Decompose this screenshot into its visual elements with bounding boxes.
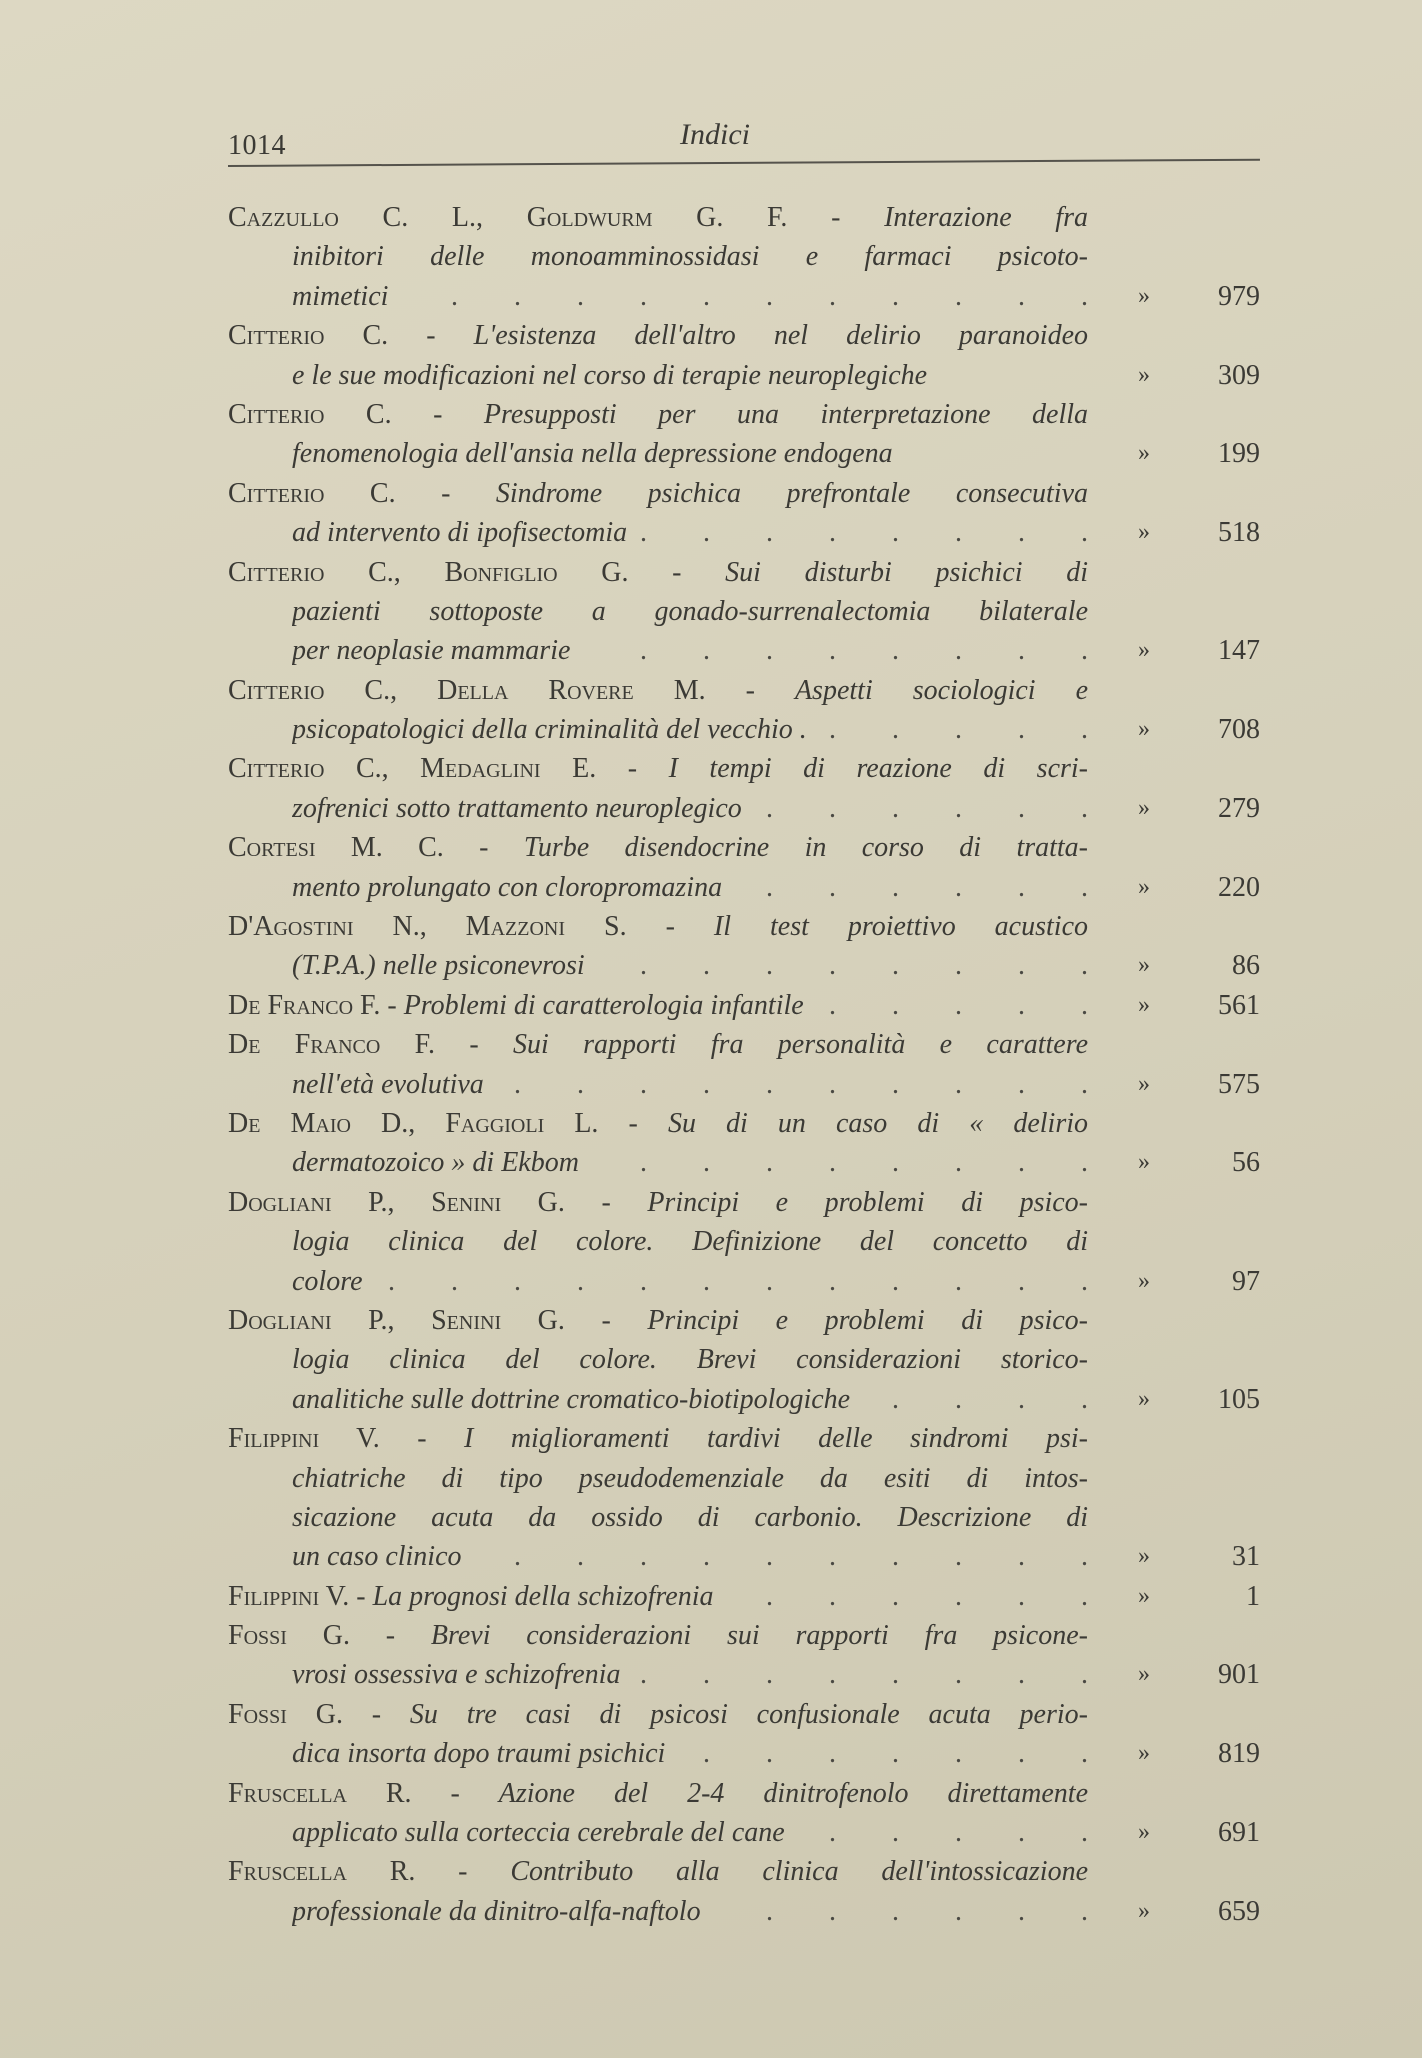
entry-line: [228, 1419, 1260, 1458]
entry-title: logia clinica del colore. Definizione del concetto di: [292, 1226, 1088, 1258]
running-head: Indici: [680, 118, 750, 151]
dot-leader: [715, 1892, 1088, 1931]
dot-leader: [599, 946, 1088, 985]
entry-title: Su di un caso di « delirio: [667, 1107, 1088, 1139]
ditto-mark: »: [1138, 794, 1150, 821]
entry-title: Sui rapporti fra personalità e carattere: [512, 1029, 1088, 1061]
entry-title: un caso clinico: [292, 1541, 462, 1573]
entry-author: Fruscella R.: [228, 1777, 412, 1809]
entry-title: Principi e problemi di psico-: [647, 1186, 1088, 1218]
entry-line: [228, 1222, 1260, 1261]
index-entry: [228, 1301, 1260, 1419]
entry-author: Fruscella R.: [228, 1856, 416, 1888]
entry-title: I miglioramenti tardivi delle sindromi psi-: [464, 1423, 1088, 1455]
entry-title: Interazione fra: [884, 202, 1088, 233]
page-reference: 575: [1218, 1068, 1260, 1100]
separator: -: [564, 1304, 648, 1336]
ditto-mark: »: [1138, 873, 1150, 900]
entry-title: Sui disturbi psichici di: [725, 556, 1088, 588]
entry-author: Filippini V.: [228, 1580, 350, 1612]
index-entry: [228, 474, 1260, 553]
entry-line: [228, 356, 1260, 395]
separator: -: [626, 911, 714, 943]
page-reference: 279: [1218, 792, 1260, 824]
entry-author: Dogliani P., Senini G.: [228, 1304, 565, 1336]
entry-title: zofrenici sotto trattamento neuroplegico: [292, 792, 742, 824]
entry-author: Fossi G.: [228, 1698, 343, 1730]
separator: -: [391, 398, 484, 430]
entry-line: [228, 1262, 1260, 1301]
dot-leader: [593, 1143, 1088, 1182]
entry-author: Cazzullo C. L., Goldwurm G. F.: [228, 202, 788, 233]
index-entry: [228, 1419, 1260, 1577]
ditto-mark: »: [1138, 1385, 1150, 1412]
entry-title: colore: [292, 1265, 363, 1297]
dot-leader: [799, 1813, 1088, 1852]
entry-line: [228, 395, 1260, 434]
dot-leader: [679, 1734, 1088, 1773]
entry-line: [228, 1183, 1260, 1222]
page-reference: 561: [1218, 989, 1260, 1021]
index-entry: [228, 198, 1260, 316]
index-entry: [228, 1695, 1260, 1774]
entry-line: [228, 1774, 1260, 1813]
separator: -: [342, 1698, 410, 1730]
entry-line: [228, 237, 1260, 276]
entry-line: [228, 946, 1260, 985]
index-entry: [228, 316, 1260, 395]
entry-line: [228, 828, 1260, 867]
entry-title: fenomenologia dell'ansia nella depressione endogena: [292, 438, 893, 470]
separator: -: [705, 674, 795, 706]
ditto-mark: »: [1138, 1070, 1150, 1097]
entry-title: Il test proiettivo acustico: [713, 911, 1088, 943]
index-entry: [228, 1774, 1260, 1853]
ditto-mark: »: [1138, 1543, 1150, 1570]
entry-title: La prognosi della schizofrenia: [372, 1580, 714, 1612]
index-entry: [228, 1104, 1260, 1183]
entry-title: mimetici: [292, 280, 389, 312]
entry-title: dica insorta dopo traumi psichici: [292, 1738, 666, 1770]
entry-line: [228, 277, 1260, 316]
page-reference: 819: [1218, 1738, 1260, 1770]
entry-title: chiatriche di tipo pseudodemenziale da esiti di intos-: [292, 1462, 1088, 1494]
entry-author: Citterio C., Bonfiglio G.: [228, 556, 629, 588]
page-reference: 147: [1218, 635, 1260, 667]
entry-line: [228, 1380, 1260, 1419]
entry-title: nell'età evolutiva: [292, 1068, 484, 1100]
index-entry: [228, 828, 1260, 907]
entry-author: De Maio D., Faggioli L.: [228, 1107, 599, 1139]
entry-line: [228, 592, 1260, 631]
ditto-mark: »: [1138, 361, 1150, 388]
entry-author: Filippini V.: [228, 1423, 380, 1455]
page-reference: 97: [1232, 1265, 1260, 1297]
dot-leader: [476, 1537, 1088, 1576]
index-entry: [228, 553, 1260, 671]
ditto-mark: »: [1138, 1267, 1150, 1294]
ditto-mark: »: [1138, 991, 1150, 1018]
entry-line: [228, 1695, 1260, 1734]
dot-leader: [402, 277, 1088, 316]
dot-leader: [821, 710, 1088, 749]
ditto-mark: »: [1138, 637, 1150, 664]
entry-line: [228, 631, 1260, 670]
ditto-mark: »: [1138, 1897, 1150, 1924]
entry-author: De Franco F.: [228, 989, 381, 1021]
index-entry: [228, 671, 1260, 750]
entry-title: per neoplasie mammarie: [292, 635, 571, 667]
entry-line: [228, 749, 1260, 788]
page-reference: 105: [1218, 1383, 1260, 1415]
index-entries: [228, 198, 1260, 1931]
page-reference: 901: [1218, 1659, 1260, 1691]
entry-title: Su tre casi di psicosi confusionale acuta perio-: [409, 1698, 1088, 1730]
index-entry: [228, 1852, 1260, 1931]
dot-leader: [641, 513, 1088, 552]
separator: -: [379, 1423, 465, 1455]
entry-title: pazienti sottoposte a gonado-surrenalectomia bilaterale: [292, 595, 1088, 627]
entry-title: vrosi ossessiva e schizofrenia: [292, 1659, 621, 1691]
ditto-mark: »: [1138, 952, 1150, 979]
page-reference: 659: [1218, 1895, 1260, 1927]
page-reference: 31: [1232, 1541, 1260, 1573]
index-entry: [228, 1616, 1260, 1695]
entry-line: [228, 1498, 1260, 1537]
separator: -: [380, 989, 404, 1021]
separator: -: [415, 1856, 511, 1888]
entry-title: psicopatologici della criminalità del vecchio .: [292, 714, 807, 746]
entry-line: [228, 1104, 1260, 1143]
ditto-mark: »: [1138, 1740, 1150, 1767]
entry-title: e le sue modificazioni nel corso di terapie neuroplegiche: [292, 359, 928, 391]
entry-title: mento prolungato con cloropromazina: [292, 871, 723, 903]
entry-title: logia clinica del colore. Brevi considerazioni storico-: [292, 1344, 1088, 1376]
entry-author: Citterio C., Medaglini E.: [228, 753, 597, 785]
separator: -: [411, 1777, 499, 1809]
page-reference: 199: [1218, 438, 1260, 470]
entry-title: sicazione acuta da ossido di carbonio. Descrizione di: [292, 1501, 1088, 1533]
page-reference: 979: [1218, 280, 1260, 312]
separator: -: [598, 1107, 668, 1139]
ditto-mark: »: [1138, 1149, 1150, 1176]
header-rule: [228, 159, 1260, 167]
entry-title: Brevi considerazioni sui rapporti fra psicone-: [430, 1620, 1088, 1652]
page-reference: 220: [1218, 871, 1260, 903]
entry-line: [228, 553, 1260, 592]
separator: -: [395, 477, 496, 509]
page-number: 1014: [228, 130, 286, 161]
entry-line: [228, 710, 1260, 749]
entry-title: inibitori delle monoamminossidasi e farmaci psicoto-: [292, 241, 1088, 273]
entry-line: [228, 1143, 1260, 1182]
entry-line: [228, 1892, 1260, 1931]
entry-title: analitiche sulle dottrine cromatico-biotipologiche: [292, 1383, 851, 1415]
entry-line: [228, 789, 1260, 828]
index-entry: [228, 1025, 1260, 1104]
entry-title: Contributo alla clinica dell'intossicazione: [510, 1856, 1088, 1888]
entry-line: [228, 316, 1260, 355]
entry-title: ad intervento di ipofisectomia: [292, 517, 628, 549]
dot-leader: [864, 1380, 1088, 1419]
entry-title: Turbe disendocrine in corso di tratta-: [523, 832, 1088, 864]
entry-line: [228, 198, 1260, 237]
separator: -: [596, 753, 669, 785]
dot-leader: [584, 631, 1088, 670]
entry-title: professionale da dinitro-alfa-naftolo: [292, 1895, 701, 1927]
index-entry: [228, 1577, 1260, 1616]
separator: -: [349, 1580, 373, 1612]
dot-leader: [736, 868, 1088, 907]
entry-title: (T.P.A.) nelle psiconevrosi: [292, 950, 585, 982]
page-reference: 309: [1218, 359, 1260, 391]
entry-title: Azione del 2-4 dinitrofenolo direttamente: [498, 1777, 1088, 1809]
entry-author: Citterio C.: [228, 320, 389, 352]
page-reference: 1: [1246, 1580, 1260, 1612]
dot-leader: [498, 1065, 1088, 1104]
ditto-mark: »: [1138, 1582, 1150, 1609]
entry-title: Principi e problemi di psico-: [647, 1304, 1088, 1336]
separator: -: [628, 556, 726, 588]
entry-author: Citterio C.: [228, 398, 392, 430]
entry-line: [228, 986, 1260, 1025]
entry-line: [228, 1459, 1260, 1498]
entry-line: [228, 1616, 1260, 1655]
entry-line: [228, 868, 1260, 907]
entry-line: [228, 671, 1260, 710]
entry-title: applicato sulla corteccia cerebrale del cane: [292, 1817, 785, 1849]
index-entry: [228, 749, 1260, 828]
entry-line: [228, 1537, 1260, 1576]
index-entry: [228, 907, 1260, 986]
entry-line: [228, 1655, 1260, 1694]
separator: -: [435, 1029, 513, 1061]
entry-line: [228, 1301, 1260, 1340]
entry-line: [228, 434, 1260, 473]
ditto-mark: »: [1138, 282, 1150, 309]
entry-title: I tempi di reazione di scri-: [668, 753, 1088, 785]
entry-line: [228, 474, 1260, 513]
entry-title: Sindrome psichica prefrontale consecutiva: [495, 477, 1088, 509]
page-reference: 691: [1218, 1817, 1260, 1849]
dot-leader: [818, 986, 1088, 1025]
index-entry: [228, 1183, 1260, 1301]
entry-line: [228, 513, 1260, 552]
entry-title: Aspetti sociologici e: [794, 674, 1088, 706]
page-reference: 708: [1218, 714, 1260, 746]
entry-author: Citterio C., Della Rovere M.: [228, 674, 706, 706]
entry-author: D'Agostini N., Mazzoni S.: [228, 911, 627, 943]
entry-title: dermatozoico » di Ekbom: [292, 1147, 579, 1179]
page-reference: 56: [1232, 1147, 1260, 1179]
index-entry: [228, 986, 1260, 1025]
page-reference: 86: [1232, 950, 1260, 982]
dot-leader: [634, 1655, 1088, 1694]
entry-title: L'esistenza dell'altro nel delirio paranoideo: [473, 320, 1088, 352]
entry-line: [228, 1065, 1260, 1104]
entry-line: [228, 1577, 1260, 1616]
entry-author: Cortesi M. C.: [228, 832, 444, 864]
ditto-mark: »: [1138, 1819, 1150, 1846]
page-reference: 518: [1218, 517, 1260, 549]
ditto-mark: »: [1138, 440, 1150, 467]
dot-leader: [756, 789, 1088, 828]
ditto-mark: »: [1138, 519, 1150, 546]
dot-leader: [728, 1577, 1089, 1616]
entry-author: De Franco F.: [228, 1029, 435, 1061]
separator: -: [443, 832, 524, 864]
entry-line: [228, 907, 1260, 946]
entry-line: [228, 1852, 1260, 1891]
entry-line: [228, 1813, 1260, 1852]
entry-title: Problemi di caratterologia infantile: [403, 989, 804, 1021]
separator: -: [349, 1620, 431, 1652]
entry-title: Presupposti per una interpretazione della: [483, 398, 1088, 430]
separator: -: [564, 1186, 648, 1218]
entry-author: Dogliani P., Senini G.: [228, 1186, 565, 1218]
separator: -: [787, 202, 885, 233]
ditto-mark: »: [1138, 716, 1150, 743]
entry-line: [228, 1340, 1260, 1379]
dot-leader: [377, 1262, 1089, 1301]
entry-author: Fossi G.: [228, 1620, 350, 1652]
entry-line: [228, 1734, 1260, 1773]
entry-author: Citterio C.: [228, 477, 396, 509]
ditto-mark: »: [1138, 1661, 1150, 1688]
entry-line: [228, 1025, 1260, 1064]
index-entry: [228, 395, 1260, 474]
separator: -: [388, 320, 474, 352]
